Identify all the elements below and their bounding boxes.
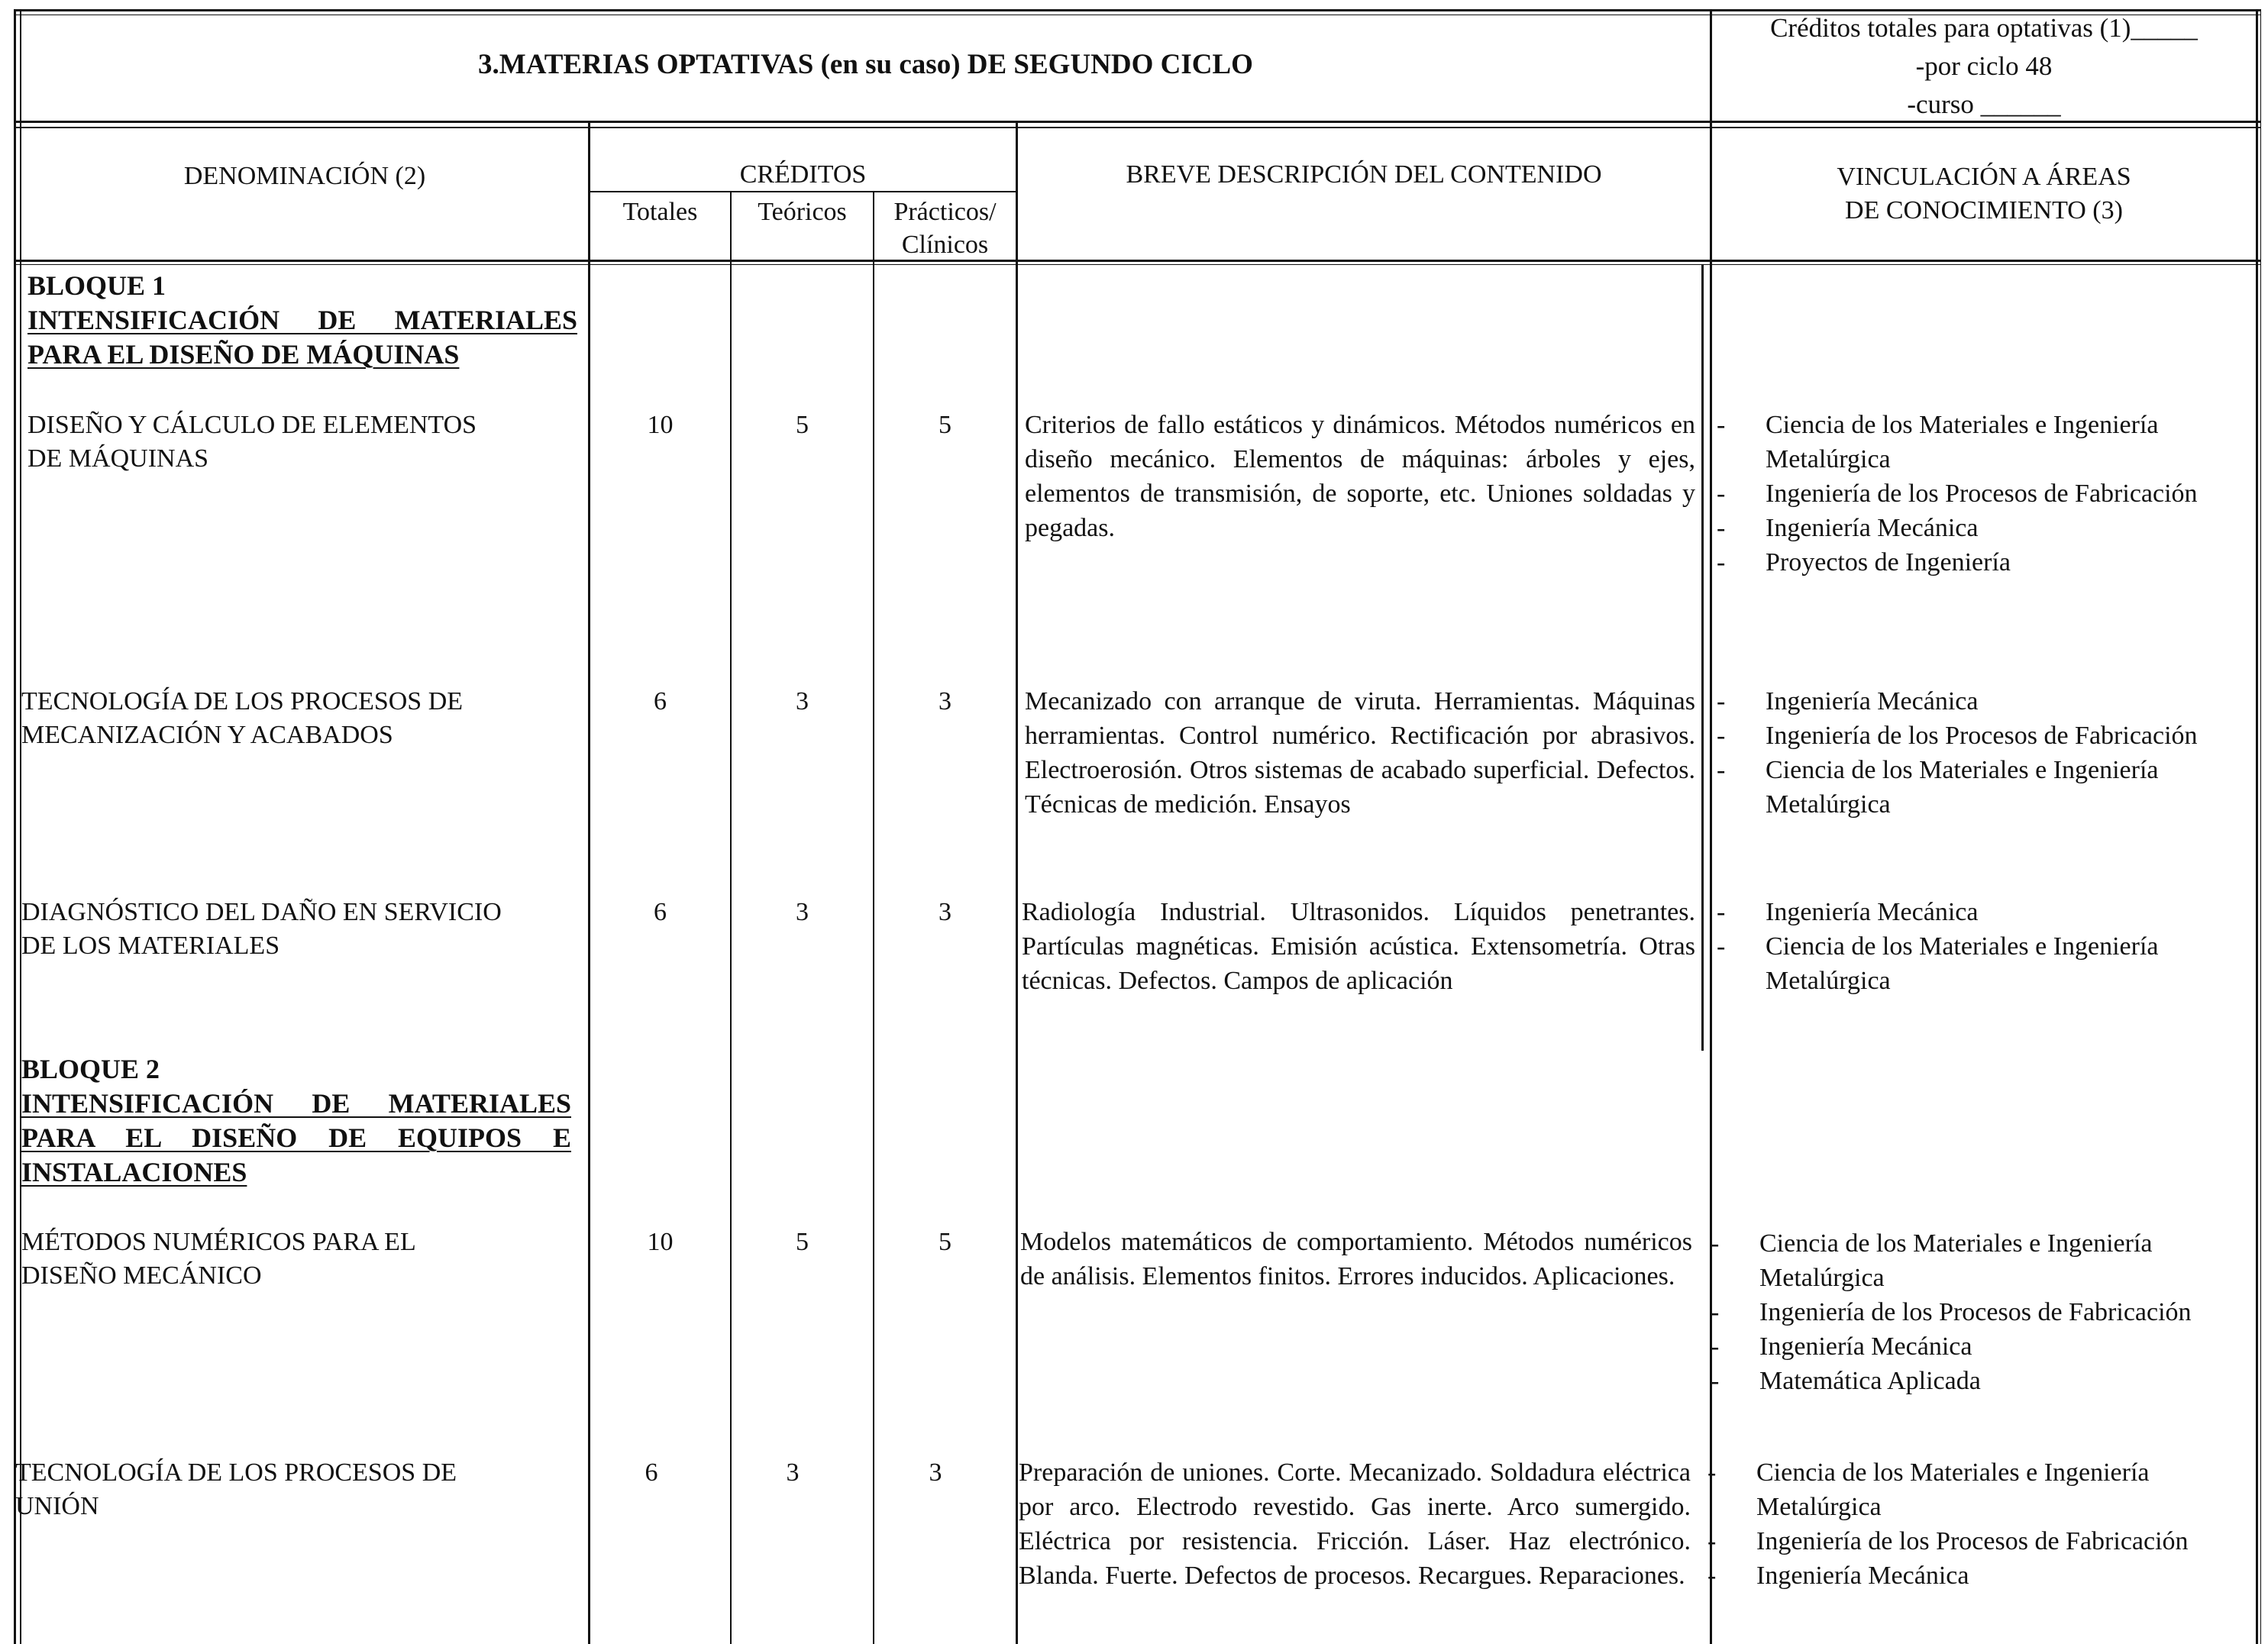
credits-theoretical: 3: [796, 898, 809, 926]
subject-description: Mecanizado con arranque de viruta. Herramientas. Máquinas herramientas. Control numérico. Rectificación por abrasivos. Electroerosión. Otros sistemas de acabado superficial. Defectos. Técnicas de medición. Ensayos: [1025, 687, 1695, 819]
area-item: [1711, 1364, 2253, 1398]
area-item: [1717, 684, 2251, 719]
credits-totals: 10: [647, 411, 674, 439]
subject-name-line-2: DISEÑO MECÁNICO: [21, 1261, 262, 1290]
credits-practical: 3: [939, 898, 951, 926]
area-label: Matemática Aplicada: [1759, 1367, 1981, 1395]
area-item: [1711, 1329, 2253, 1364]
bullet-dash: -: [1717, 548, 1726, 577]
column-header-practical-2: Clínicos: [901, 231, 989, 259]
bullet-dash: -: [1717, 480, 1726, 508]
area-label: Ciencia de los Materiales e Ingeniería Metalúrgica: [1766, 411, 2159, 473]
subject-name-line-2: DE LOS MATERIALES: [21, 932, 280, 960]
area-label: Ingeniería Mecánica: [1766, 687, 1979, 715]
bullet-dash: -: [1717, 756, 1726, 784]
subject-description: Radiología Industrial. Ultrasonidos. Líquidos penetrantes. Partículas magnéticas. Emisión acústica. Extensometría. Otras técnicas. Defectos. Campos de aplicación: [1022, 898, 1695, 995]
area-item: [1717, 895, 2251, 929]
credits-totals: 10: [647, 1228, 674, 1256]
area-item: [1717, 753, 2251, 822]
knowledge-areas-list: [1717, 895, 2251, 998]
column-header-totals: Totales: [622, 198, 698, 226]
credits-theoretical: 5: [796, 411, 809, 439]
block-heading: [27, 269, 577, 372]
area-item: [1717, 511, 2251, 545]
bullet-dash: -: [1711, 1229, 1720, 1258]
area-item: [1707, 1558, 2253, 1593]
column-header-description: BREVE DESCRIPCIÓN DEL CONTENIDO: [1126, 160, 1602, 189]
bullet-dash: -: [1717, 898, 1726, 926]
bullet-dash: -: [1711, 1298, 1720, 1326]
block-heading: [21, 1052, 571, 1190]
area-item: [1711, 1295, 2253, 1329]
area-label: Proyectos de Ingeniería: [1766, 548, 2011, 577]
credits-totals: 6: [654, 687, 667, 715]
knowledge-areas-list: [1717, 684, 2251, 822]
area-item: [1707, 1455, 2253, 1524]
credits-practical: 5: [939, 411, 951, 439]
column-header-denomination: DENOMINACIÓN (2): [183, 162, 426, 190]
column-header-areas-2: DE CONOCIMIENTO (3): [1845, 196, 2123, 224]
area-item: [1717, 929, 2251, 998]
bullet-dash: -: [1707, 1527, 1717, 1555]
area-label: Ciencia de los Materiales e Ingeniería Metalúrgica: [1766, 932, 2159, 995]
area-item: [1717, 408, 2251, 476]
area-label: Ingeniería de los Procesos de Fabricación: [1759, 1298, 2192, 1326]
subject-description: Criterios de fallo estáticos y dinámicos. Métodos numéricos en diseño mecánico. Elementos de máquinas: árboles y ejes, elementos de transmisión, de soporte, etc. Uniones soldadas y pegadas.: [1025, 411, 1695, 542]
subject-name: TECNOLOGÍA DE LOS PROCESOS DE: [15, 1458, 457, 1487]
subject-name-line-2: MECANIZACIÓN Y ACABADOS: [21, 721, 393, 749]
knowledge-areas-list: [1707, 1455, 2253, 1593]
area-item: [1717, 545, 2251, 580]
column-header-areas: VINCULACIÓN A ÁREAS: [1837, 163, 2131, 191]
subject-description: Preparación de uniones. Corte. Mecanizado. Soldadura eléctrica por arco. Electrodo revestido. Gas inerte. Arco sumergido. Eléctrica por resistencia. Fricción. Láser. Haz electrónico. Blanda. Fuerte. Defectos de procesos. Recargues. Reparaciones.: [1019, 1458, 1691, 1590]
area-label: Ingeniería Mecánica: [1766, 898, 1979, 926]
subject-name: TECNOLOGÍA DE LOS PROCESOS DE: [21, 687, 464, 715]
bullet-dash: -: [1717, 411, 1726, 439]
credits-theoretical: 3: [786, 1458, 800, 1487]
column-header-theoretical: Teóricos: [758, 198, 847, 226]
block-label: BLOQUE 1: [27, 270, 166, 301]
area-label: Ciencia de los Materiales e Ingeniería Metalúrgica: [1759, 1229, 2153, 1292]
subject-name: DISEÑO Y CÁLCULO DE ELEMENTOS: [27, 411, 477, 439]
subject-name: DIAGNÓSTICO DEL DAÑO EN SERVICIO: [21, 898, 502, 926]
bullet-dash: -: [1717, 514, 1726, 542]
area-label: Ciencia de los Materiales e Ingeniería Metalúrgica: [1766, 756, 2159, 819]
credits-totals: 6: [654, 898, 667, 926]
area-item: [1707, 1524, 2253, 1558]
block-title: INTENSIFICACIÓN DE MATERIALES PARA EL DISEÑO DE EQUIPOS E INSTALACIONES: [21, 1088, 571, 1187]
knowledge-areas-list: [1717, 408, 2251, 580]
page-title: 3.MATERIAS OPTATIVAS (en su caso) DE SEGUNDO CICLO: [478, 49, 1253, 80]
credits-practical: 5: [939, 1228, 951, 1256]
area-item: [1717, 476, 2251, 511]
bullet-dash: -: [1717, 687, 1726, 715]
area-label: Ingeniería de los Procesos de Fabricación: [1766, 722, 2198, 750]
area-item: [1711, 1226, 2253, 1295]
column-header-practical: Prácticos/: [893, 198, 997, 226]
bullet-dash: -: [1717, 722, 1726, 750]
credits-theoretical: 5: [796, 1228, 809, 1256]
credits-cycle-label: -por ciclo 48: [1915, 51, 2053, 81]
area-label: Ingeniería Mecánica: [1766, 514, 1979, 542]
credits-theoretical: 3: [796, 687, 809, 715]
credits-course-label: -curso ______: [1907, 89, 2061, 119]
area-item: [1717, 719, 2251, 753]
area-label: Ingeniería Mecánica: [1759, 1332, 1972, 1361]
subject-name: MÉTODOS NUMÉRICOS PARA EL: [21, 1228, 416, 1256]
bullet-dash: -: [1717, 932, 1726, 961]
credits-total-label: Créditos totales para optativas (1)_____: [1770, 13, 2198, 43]
block-title: INTENSIFICACIÓN DE MATERIALES PARA EL DISEÑO DE MÁQUINAS: [27, 305, 577, 370]
bullet-dash: -: [1707, 1562, 1717, 1590]
area-label: Ciencia de los Materiales e Ingeniería Metalúrgica: [1756, 1458, 2150, 1521]
bullet-dash: -: [1707, 1458, 1717, 1487]
subject-name-line-2: UNIÓN: [15, 1492, 99, 1520]
bullet-dash: -: [1711, 1332, 1720, 1361]
credits-practical: 3: [929, 1458, 942, 1487]
block-label: BLOQUE 2: [21, 1054, 160, 1084]
bullet-dash: -: [1711, 1367, 1720, 1395]
credits-totals: 6: [645, 1458, 658, 1487]
subject-description: Modelos matemáticos de comportamiento. Métodos numéricos de análisis. Elementos finitos. Errores inducidos. Aplicaciones.: [1020, 1228, 1692, 1290]
column-header-credits: CRÉDITOS: [739, 160, 867, 189]
credits-practical: 3: [939, 687, 951, 715]
area-label: Ingeniería de los Procesos de Fabricación: [1766, 480, 2198, 508]
subject-name-line-2: DE MÁQUINAS: [27, 444, 209, 473]
area-label: Ingeniería Mecánica: [1756, 1562, 1969, 1590]
knowledge-areas-list: [1711, 1226, 2253, 1398]
area-label: Ingeniería de los Procesos de Fabricación: [1756, 1527, 2189, 1555]
